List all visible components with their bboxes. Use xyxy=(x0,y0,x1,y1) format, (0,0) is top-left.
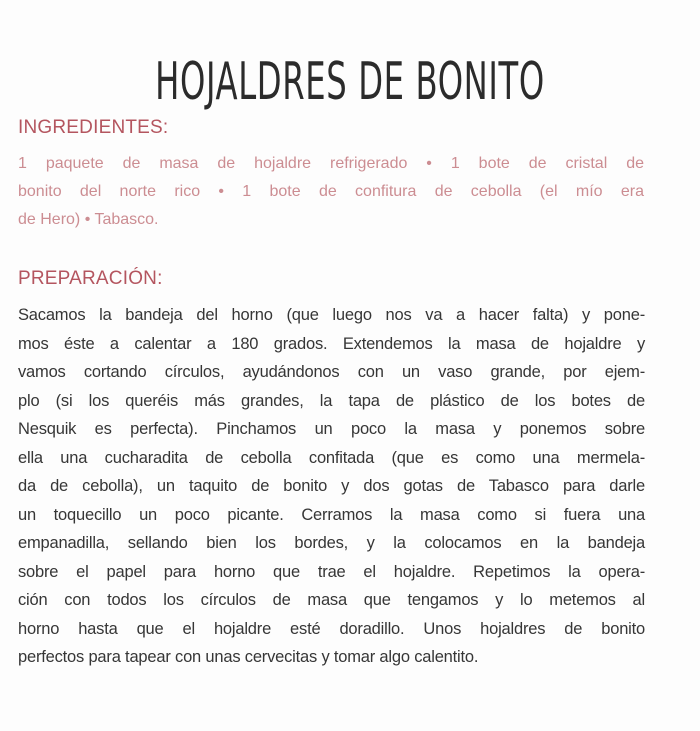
preparation-line: plo (si los queréis más grandes, la tapa de plástico de los botes de xyxy=(18,391,645,410)
preparation-line: Nesquik es perfecta). Pinchamos un poco la masa y ponemos sobre xyxy=(18,420,645,438)
preparation-heading: PREPARACIÓN: xyxy=(18,268,163,289)
ingredients-line: de Hero) • Tabasco. xyxy=(18,211,159,228)
ingredients-line: bonito del norte rico • 1 bote de confitura de cebolla (el mío era xyxy=(18,183,644,200)
recipe-title: HOJALDRES DE BONITO xyxy=(155,51,545,112)
preparation-line: perfectos para tapear con unas cervecitas y tomar algo calentito. xyxy=(18,648,479,666)
preparation-line: ella una cucharadita de cebolla confitada (que es como una mermela- xyxy=(18,448,645,467)
preparation-line: ción con todos los círculos de masa que tengamos y lo metemos al xyxy=(18,591,645,609)
preparation-line: Sacamos la bandeja del horno (que luego nos va a hacer falta) y pone- xyxy=(18,306,645,324)
ingredients-line: 1 paquete de masa de hojaldre refrigerado • 1 bote de cristal de xyxy=(18,155,644,172)
preparation-line: empanadilla, sellando bien los bordes, y la colocamos en la bandeja xyxy=(18,534,645,552)
preparation-line: horno hasta que el hojaldre esté doradillo. Unos hojaldres de bonito xyxy=(18,619,645,638)
preparation-line: da de cebolla), un taquito de bonito y dos gotas de Tabasco para darle xyxy=(18,477,645,495)
preparation-text xyxy=(18,301,645,672)
ingredients-list xyxy=(18,150,644,234)
preparation-line: vamos cortando círculos, ayudándonos con un vaso grande, por ejem- xyxy=(18,363,645,381)
ingredients-heading: INGREDIENTES: xyxy=(18,117,169,138)
preparation-line: mos éste a calentar a 180 grados. Extendemos la masa de hojaldre y xyxy=(18,334,645,353)
preparation-line: un toquecillo un poco picante. Cerramos la masa como si fuera una xyxy=(18,505,645,524)
preparation-line: sobre el papel para horno que trae el hojaldre. Repetimos la opera- xyxy=(18,562,645,581)
